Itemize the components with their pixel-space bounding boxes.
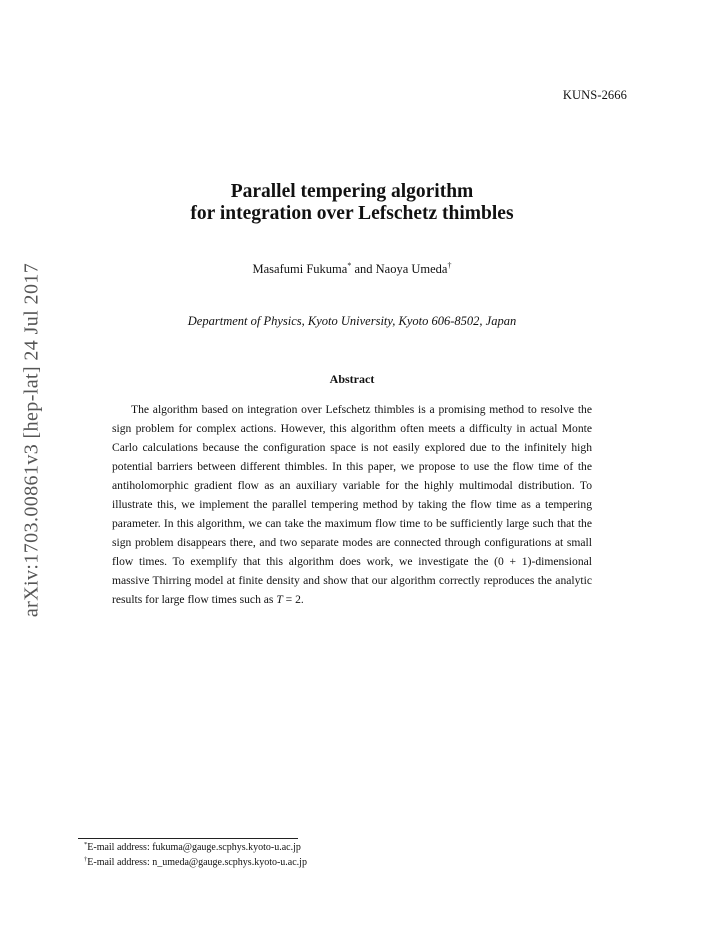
footnote-2-mark: † <box>84 855 88 863</box>
abstract-text-main: The algorithm based on integration over Lefschetz thimbles is a promising method to resolve the sign problem for complex actions. However, this algorithm often meets a difficulty in actual Monte Carlo calculations because the configuration space is not easily explored due to the infinitely high potential barriers between different thimbles. In this paper, we propose to use the flow time of the antiholomorphic gradient flow as an auxiliary variable for the highly multimodal distribution. To illustrate this, we implement the parallel tempering method by taking the flow time as a tempering parameter. In this algorithm, we can take the maximum flow time to be sufficiently large such that the sign problem disappears there, and two separate modes are connected through configurations at small flow times. To exemplify that this algorithm does work, we investigate the (0 + 1)-dimensional massive Thirring model at finite density and show that our algorithm correctly reproduces the analytic results for large flow times such as <box>112 403 592 606</box>
footnote-1-text[interactable]: E-mail address: fukuma@gauge.scphys.kyoto-u.ac.jp <box>87 842 301 853</box>
footnote-2 <box>84 856 307 871</box>
footnote-1-mark: * <box>84 841 88 848</box>
author-connector: and <box>351 262 376 276</box>
paper-title-line-1: Parallel tempering algorithm <box>230 181 474 202</box>
author-footnote-mark-2[interactable]: † <box>447 261 452 270</box>
abstract-text <box>112 400 592 609</box>
abstract-math-symbol: T <box>276 593 283 606</box>
footnote-1 <box>84 841 307 856</box>
author-name-1: Masafumi Fukuma <box>252 262 348 276</box>
author-list <box>0 262 704 277</box>
abstract-text-end: = 2. <box>282 593 304 606</box>
footnote-2-text[interactable]: E-mail address: n_umeda@gauge.scphys.kyoto-u.ac.jp <box>87 856 307 868</box>
footnotes <box>84 841 307 870</box>
footnote-divider <box>78 838 298 839</box>
affiliation: Department of Physics, Kyoto University, Kyoto 606-8502, Japan <box>187 314 517 328</box>
author-name-2: Naoya Umeda <box>375 262 448 276</box>
report-number: KUNS-2666 <box>562 88 627 102</box>
abstract-heading: Abstract <box>329 372 375 386</box>
paper-title <box>0 181 704 225</box>
paper-title-line-2: for integration over Lefschetz thimbles <box>190 203 514 224</box>
author-footnote-mark-1[interactable]: * <box>347 261 352 270</box>
arxiv-identifier-stamp[interactable]: arXiv:1703.00861v3 [hep-lat] 24 Jul 2017 <box>20 262 43 618</box>
